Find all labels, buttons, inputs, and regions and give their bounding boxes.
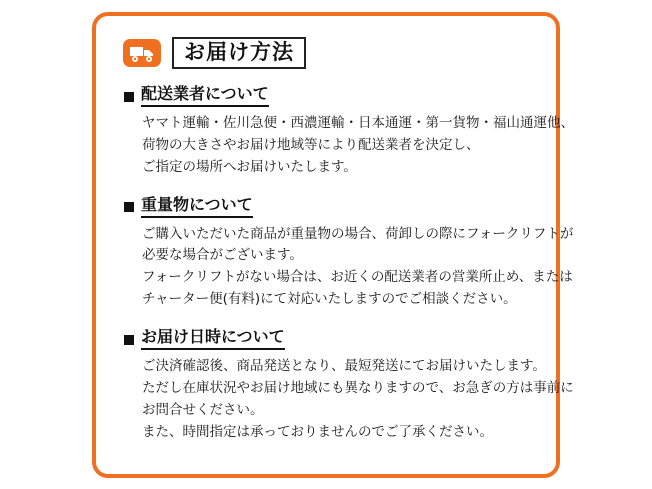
section-shipping-carriers xyxy=(124,84,574,179)
square-bullet-icon xyxy=(124,92,134,102)
body-line: 荷物の大きさやお届け地域等により配送業者を決定し、 xyxy=(142,136,480,153)
square-bullet-icon xyxy=(124,335,134,345)
panel-title-row xyxy=(122,36,534,70)
section-title: お届け日時について xyxy=(141,327,285,350)
section-heavy-items xyxy=(124,194,574,311)
body-line: チャーター便(有料)にて対応いたしますのでご相談ください。 xyxy=(142,291,517,308)
body-line: ご購入いただいた商品が重量物の場合、荷卸しの際にフォークリフトが xyxy=(142,225,574,242)
body-line: ご指定の場所へお届けいたします。 xyxy=(142,158,357,175)
section-title: 配送業者について xyxy=(141,84,269,107)
section-body xyxy=(142,113,574,179)
body-line: また、時間指定は承っておりませんのでご了承ください。 xyxy=(142,423,493,440)
page-title: お届け方法 xyxy=(184,39,294,64)
section-title: 重量物について xyxy=(141,195,253,218)
delivery-method-panel xyxy=(92,12,574,478)
section-delivery-datetime xyxy=(124,327,574,443)
section-heading xyxy=(124,84,534,107)
delivery-truck-icon xyxy=(122,36,162,70)
body-line: お問合せください。 xyxy=(142,401,264,418)
panel-title-box xyxy=(172,37,306,69)
section-body xyxy=(142,356,574,443)
square-bullet-icon xyxy=(124,202,134,212)
body-line: ご決済確認後、商品発送となり、最短発送にてお届けいたします。 xyxy=(142,358,546,375)
body-line: 必要な場合がございます。 xyxy=(142,247,303,264)
section-heading xyxy=(124,195,534,218)
section-body xyxy=(142,224,574,311)
section-heading xyxy=(124,327,534,350)
body-line: ヤマト運輸・佐川急便・西濃運輸・日本通運・第一貨物・福山通運他、 xyxy=(142,115,574,131)
body-line: ただし在庫状況やお届け地域にも異なりますので、お急ぎの方は事前に xyxy=(142,379,574,396)
body-line: フォークリフトがない場合は、お近くの配送業者の営業所止め、または xyxy=(142,269,573,286)
